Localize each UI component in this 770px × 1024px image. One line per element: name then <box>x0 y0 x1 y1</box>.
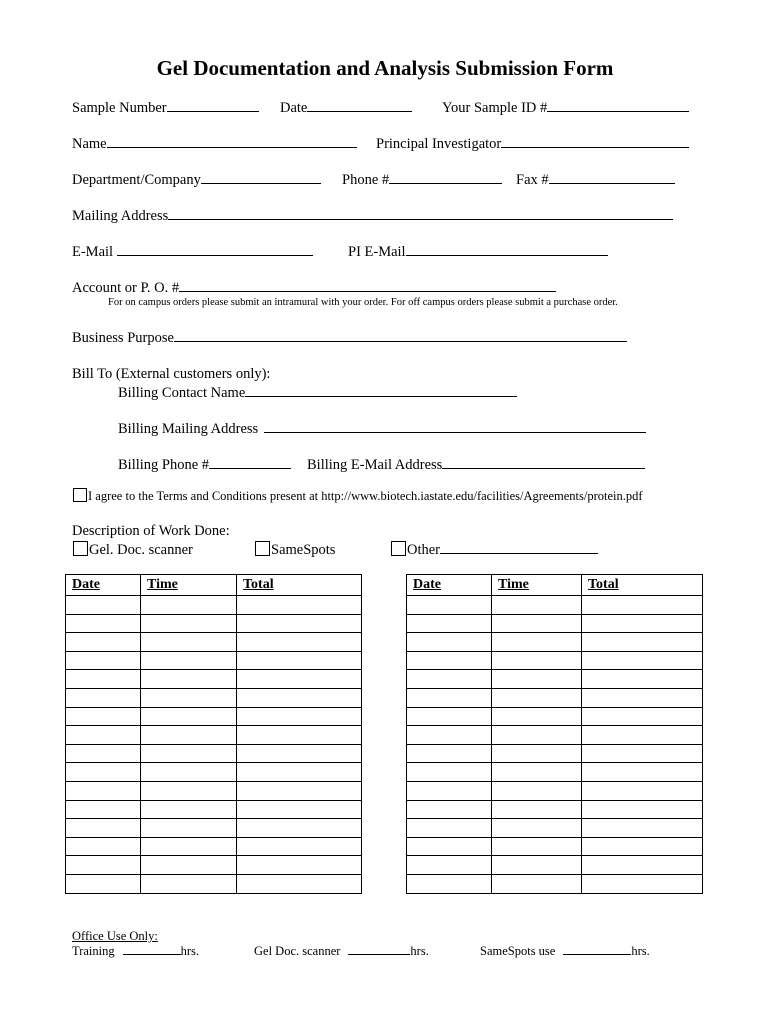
table-row <box>407 670 703 689</box>
total-cell[interactable] <box>582 874 703 893</box>
email-field[interactable] <box>72 243 313 261</box>
total-cell[interactable] <box>582 744 703 763</box>
date-cell[interactable] <box>66 781 141 800</box>
time-cell[interactable] <box>141 633 237 652</box>
billing-email-label: Billing E-Mail Address <box>307 457 443 473</box>
bill-to-heading: Bill To (External customers only): <box>72 366 271 382</box>
your-sample-id-line <box>547 99 689 112</box>
date-column-header: Date <box>407 575 492 596</box>
total-cell[interactable] <box>237 744 362 763</box>
mailing-address-line <box>168 207 673 220</box>
time-cell[interactable] <box>492 763 582 782</box>
time-cell[interactable] <box>492 614 582 633</box>
total-cell[interactable] <box>237 819 362 838</box>
office-gel-doc-field[interactable] <box>254 944 429 959</box>
total-cell[interactable] <box>582 837 703 856</box>
billing-email-field[interactable] <box>307 456 645 474</box>
date-cell[interactable] <box>407 688 492 707</box>
table-row <box>66 633 362 652</box>
total-cell[interactable] <box>237 651 362 670</box>
department-field[interactable] <box>72 171 321 189</box>
total-cell[interactable] <box>237 800 362 819</box>
total-cell[interactable] <box>237 633 362 652</box>
table-header-row <box>66 575 362 596</box>
email-label: E-Mail <box>72 244 114 260</box>
agreement-label: I agree to the Terms and Conditions present at http://www.biotech.iastate.edu/facilities/Agreements/protein.pdf <box>88 489 643 503</box>
total-cell[interactable] <box>237 781 362 800</box>
table-row <box>407 781 703 800</box>
total-cell[interactable] <box>237 614 362 633</box>
date-cell[interactable] <box>407 856 492 875</box>
pi-email-line <box>406 243 608 256</box>
total-cell[interactable] <box>582 819 703 838</box>
total-cell[interactable] <box>582 670 703 689</box>
table-row <box>66 837 362 856</box>
table-row <box>66 856 362 875</box>
time-cell[interactable] <box>141 763 237 782</box>
total-cell[interactable] <box>237 688 362 707</box>
table-row <box>407 837 703 856</box>
time-cell[interactable] <box>141 837 237 856</box>
time-cell[interactable] <box>141 800 237 819</box>
table-row <box>66 707 362 726</box>
name-field[interactable] <box>72 135 357 153</box>
office-gel-doc-line <box>348 944 410 955</box>
time-cell[interactable] <box>492 781 582 800</box>
billing-phone-field[interactable] <box>118 456 291 474</box>
date-cell[interactable] <box>66 688 141 707</box>
total-column-header: Total <box>582 575 703 596</box>
date-cell[interactable] <box>407 744 492 763</box>
total-cell[interactable] <box>582 707 703 726</box>
total-cell[interactable] <box>237 856 362 875</box>
date-cell[interactable] <box>66 837 141 856</box>
date-cell[interactable] <box>407 819 492 838</box>
time-cell[interactable] <box>492 670 582 689</box>
office-samespots-field[interactable] <box>480 944 650 959</box>
work-option-samespots[interactable] <box>255 541 335 559</box>
table-row <box>66 874 362 893</box>
time-column-header: Time <box>492 575 582 596</box>
date-cell[interactable] <box>407 781 492 800</box>
table-row <box>66 800 362 819</box>
total-cell[interactable] <box>582 763 703 782</box>
table-row <box>66 596 362 615</box>
total-cell[interactable] <box>582 688 703 707</box>
table-row <box>66 651 362 670</box>
date-cell[interactable] <box>407 837 492 856</box>
date-cell[interactable] <box>407 874 492 893</box>
business-purpose-line <box>174 329 627 342</box>
time-cell[interactable] <box>141 726 237 745</box>
time-cell[interactable] <box>141 856 237 875</box>
your-sample-id-field[interactable] <box>442 99 689 117</box>
samespots-checkbox[interactable] <box>255 541 270 556</box>
date-cell[interactable] <box>66 856 141 875</box>
gel-doc-checkbox[interactable] <box>73 541 88 556</box>
training-label: Training <box>72 944 115 958</box>
date-cell[interactable] <box>66 800 141 819</box>
office-gel-doc-label: Gel Doc. scanner <box>254 944 341 958</box>
table-row <box>407 856 703 875</box>
date-column-header: Date <box>66 575 141 596</box>
date-line <box>307 99 412 112</box>
total-cell[interactable] <box>237 726 362 745</box>
time-cell[interactable] <box>492 800 582 819</box>
billing-contact-name-label: Billing Contact Name <box>118 385 246 401</box>
email-line <box>117 243 313 256</box>
business-purpose-label: Business Purpose <box>72 330 174 346</box>
name-line <box>107 135 357 148</box>
department-line <box>201 171 321 184</box>
name-label: Name <box>72 136 107 152</box>
total-cell[interactable] <box>582 800 703 819</box>
time-cell[interactable] <box>492 819 582 838</box>
account-line <box>179 279 556 292</box>
date-cell[interactable] <box>66 670 141 689</box>
mailing-address-label: Mailing Address <box>72 208 169 224</box>
time-column-header: Time <box>141 575 237 596</box>
mailing-address-field[interactable] <box>72 207 673 225</box>
table-row <box>407 819 703 838</box>
billing-mailing-address-line <box>264 420 646 433</box>
billing-email-line <box>442 456 645 469</box>
phone-field[interactable] <box>342 171 502 189</box>
principal-investigator-line <box>501 135 689 148</box>
date-cell[interactable] <box>407 633 492 652</box>
office-samespots-line <box>563 944 631 955</box>
sample-number-line <box>167 99 259 112</box>
date-cell[interactable] <box>66 614 141 633</box>
office-training-field[interactable] <box>72 944 199 959</box>
work-option-gel-doc[interactable] <box>73 541 193 559</box>
total-cell[interactable] <box>237 596 362 615</box>
time-cell[interactable] <box>492 651 582 670</box>
agreement-row[interactable] <box>73 488 643 504</box>
time-cell[interactable] <box>141 670 237 689</box>
date-cell[interactable] <box>66 819 141 838</box>
time-cell[interactable] <box>141 874 237 893</box>
total-cell[interactable] <box>582 856 703 875</box>
table-header-row <box>407 575 703 596</box>
table-row <box>407 633 703 652</box>
date-cell[interactable] <box>407 670 492 689</box>
total-cell[interactable] <box>237 763 362 782</box>
billing-phone-label: Billing Phone # <box>118 457 210 473</box>
date-cell[interactable] <box>407 614 492 633</box>
log-table-right <box>406 574 703 894</box>
department-label: Department/Company <box>72 172 201 188</box>
date-cell[interactable] <box>66 763 141 782</box>
total-cell[interactable] <box>237 670 362 689</box>
fax-line <box>549 171 675 184</box>
form-title: Gel Documentation and Analysis Submission Form <box>156 56 614 80</box>
total-cell[interactable] <box>582 633 703 652</box>
total-cell[interactable] <box>237 707 362 726</box>
account-field[interactable] <box>72 279 556 297</box>
date-cell[interactable] <box>66 596 141 615</box>
table-row <box>407 651 703 670</box>
date-field[interactable] <box>280 99 412 117</box>
table-row <box>66 726 362 745</box>
table-row <box>407 726 703 745</box>
table-row <box>66 688 362 707</box>
table-row <box>407 596 703 615</box>
training-line <box>123 944 181 955</box>
office-gel-doc-hrs: hrs. <box>410 944 429 958</box>
time-cell[interactable] <box>492 744 582 763</box>
date-cell[interactable] <box>66 651 141 670</box>
total-cell[interactable] <box>582 781 703 800</box>
total-cell[interactable] <box>582 596 703 615</box>
table-row <box>407 614 703 633</box>
time-cell[interactable] <box>141 819 237 838</box>
office-use-heading: Office Use Only: <box>72 929 158 943</box>
principal-investigator-label: Principal Investigator <box>376 136 502 152</box>
principal-investigator-field[interactable] <box>376 135 689 153</box>
phone-label: Phone # <box>342 172 390 188</box>
time-cell[interactable] <box>492 837 582 856</box>
time-cell[interactable] <box>492 707 582 726</box>
table-row <box>407 707 703 726</box>
work-heading: Description of Work Done: <box>72 523 230 539</box>
time-cell[interactable] <box>141 781 237 800</box>
table-row <box>407 763 703 782</box>
time-cell[interactable] <box>492 596 582 615</box>
date-cell[interactable] <box>407 763 492 782</box>
date-label: Date <box>280 100 308 116</box>
work-option-other[interactable] <box>391 541 598 559</box>
pi-email-label: PI E-Mail <box>348 244 406 260</box>
table-row <box>407 744 703 763</box>
fax-label: Fax # <box>516 172 549 188</box>
date-cell[interactable] <box>407 651 492 670</box>
pi-email-field[interactable] <box>348 243 608 261</box>
date-cell[interactable] <box>407 596 492 615</box>
total-cell[interactable] <box>582 614 703 633</box>
account-note: For on campus orders please submit an intramural with your order. For off campus orders please submit a purchase order. <box>108 297 618 308</box>
office-samespots-hrs: hrs. <box>631 944 650 958</box>
time-cell[interactable] <box>141 596 237 615</box>
date-cell[interactable] <box>66 726 141 745</box>
billing-mailing-address-label: Billing Mailing Address <box>118 421 259 437</box>
total-cell[interactable] <box>237 874 362 893</box>
total-cell[interactable] <box>582 651 703 670</box>
phone-line <box>389 171 502 184</box>
table-row <box>407 874 703 893</box>
sample-number-field[interactable] <box>72 99 259 117</box>
date-cell[interactable] <box>66 707 141 726</box>
date-cell[interactable] <box>66 874 141 893</box>
time-cell[interactable] <box>492 633 582 652</box>
fax-field[interactable] <box>516 171 675 189</box>
billing-phone-line <box>209 456 291 469</box>
account-label: Account or P. O. # <box>72 280 180 296</box>
time-cell[interactable] <box>141 707 237 726</box>
time-cell[interactable] <box>492 874 582 893</box>
samespots-label: SameSpots <box>271 542 336 558</box>
billing-contact-name-field[interactable] <box>118 384 517 402</box>
sample-number-label: Sample Number <box>72 100 167 116</box>
table-row <box>66 763 362 782</box>
time-cell[interactable] <box>141 688 237 707</box>
billing-mailing-address-field[interactable] <box>118 420 646 438</box>
table-row <box>407 688 703 707</box>
table-row <box>66 614 362 633</box>
time-cell[interactable] <box>492 726 582 745</box>
date-cell[interactable] <box>407 707 492 726</box>
time-cell[interactable] <box>492 856 582 875</box>
agreement-checkbox[interactable] <box>73 488 87 502</box>
date-cell[interactable] <box>66 633 141 652</box>
time-cell[interactable] <box>141 744 237 763</box>
total-cell[interactable] <box>237 837 362 856</box>
log-table-left <box>65 574 362 894</box>
time-cell[interactable] <box>141 614 237 633</box>
date-cell[interactable] <box>407 726 492 745</box>
business-purpose-field[interactable] <box>72 329 627 347</box>
table-row <box>66 744 362 763</box>
time-cell[interactable] <box>492 688 582 707</box>
other-line <box>440 541 598 554</box>
table-row <box>407 800 703 819</box>
total-column-header: Total <box>237 575 362 596</box>
table-row <box>66 781 362 800</box>
other-label: Other <box>407 542 441 558</box>
table-row <box>66 670 362 689</box>
billing-contact-name-line <box>245 384 517 397</box>
total-cell[interactable] <box>582 726 703 745</box>
other-checkbox[interactable] <box>391 541 406 556</box>
gel-doc-label: Gel. Doc. scanner <box>89 542 193 558</box>
training-hrs: hrs. <box>180 944 200 958</box>
date-cell[interactable] <box>407 800 492 819</box>
your-sample-id-label: Your Sample ID # <box>442 100 548 116</box>
date-cell[interactable] <box>66 744 141 763</box>
time-cell[interactable] <box>141 651 237 670</box>
table-row <box>66 819 362 838</box>
office-samespots-label: SameSpots use <box>480 944 556 958</box>
